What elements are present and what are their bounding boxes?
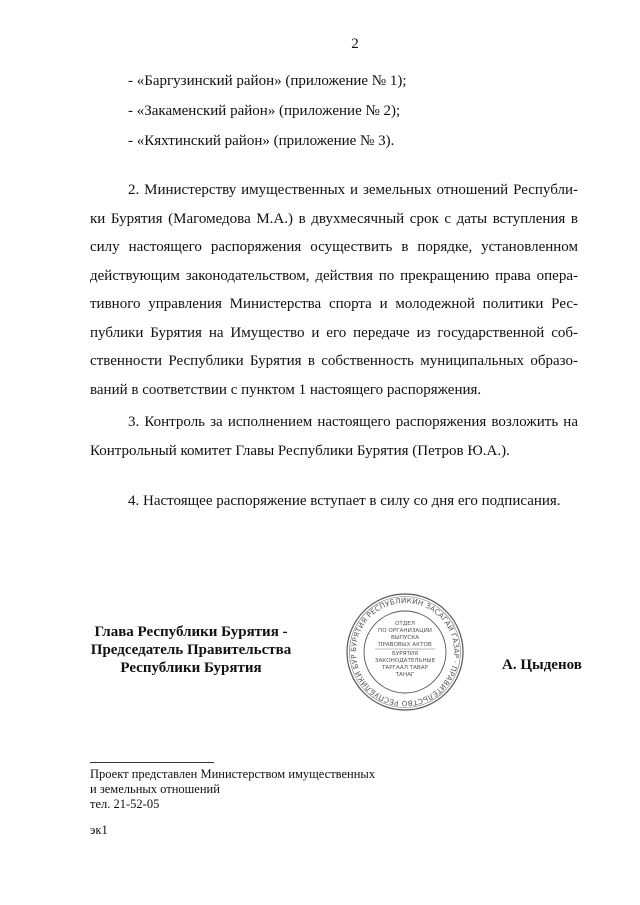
text-line: 3. Контроль за исполнением настоящего распоряжения возложить на xyxy=(128,414,578,430)
signature-title xyxy=(86,623,296,677)
seal-text: БУРЯТИЯ xyxy=(392,651,418,657)
document-code: эк1 xyxy=(90,823,108,837)
official-seal xyxy=(345,592,465,712)
text-line: действующим законодательством, действия по прекращению права опера- xyxy=(90,267,578,284)
seal-graphic xyxy=(345,592,465,712)
seal-text: ТАНАГ xyxy=(395,672,415,678)
text-line: Контрольный комитет Главы Республики Бурятия (Петров Ю.А.). xyxy=(90,442,510,459)
paragraph-4: 4. Настоящее распоряжение вступает в силу со дня его подписания. xyxy=(128,493,561,509)
signature-title-line: Председатель Правительства xyxy=(90,642,292,658)
footnote-line: тел. 21-52-05 xyxy=(90,797,160,811)
signature-title-line: Республики Бурятия xyxy=(120,660,262,676)
paragraph-3 xyxy=(90,408,578,465)
seal-text: ЗАКОНОДАТЕЛЬНЫЕ xyxy=(374,658,436,664)
seal-text: ОТДЕЛ xyxy=(395,621,415,627)
text-line: публики Бурятия на Имущество и его передаче из государственной соб- xyxy=(90,324,578,341)
footnote-divider xyxy=(90,762,214,763)
footnote-line: и земельных отношений xyxy=(90,782,220,796)
paragraph-2 xyxy=(90,176,578,404)
seal-ring-text: БУРЯТИЯ РЕСПУБЛИКИН ЗАСАГАЙ ГАЗАР · ПРАВИТЕЛЬСТВО РЕСПУБЛИКИ БУР xyxy=(348,595,462,709)
text-line: ваний в соответствии с пунктом 1 настоящего распоряжения. xyxy=(90,381,482,398)
signature-title-line: Глава Республики Бурятия - xyxy=(94,624,288,640)
seal-text: ВЫПУСКА xyxy=(390,635,420,641)
list-item: - «Кяхтинский район» (приложение № 3). xyxy=(128,133,395,149)
seal-text: ТАРГААЛ ТАВАР xyxy=(382,665,428,671)
seal-text: ПРАВОВЫХ АКТОВ xyxy=(378,642,432,648)
footnote-line: Проект представлен Министерством имущественных xyxy=(90,767,376,781)
text-line: 2. Министерству имущественных и земельных отношений Республи- xyxy=(128,182,578,198)
list-item: - «Баргузинский район» (приложение № 1); xyxy=(128,73,407,89)
text-line: ки Бурятия (Магомедова М.А.) в двухмесячный срок с даты вступления в xyxy=(90,210,578,227)
text-line: тивного управления Министерства спорта и молодежной политики Рес- xyxy=(90,296,578,312)
text-line: силу настоящего распоряжения осуществить в порядке, установленном xyxy=(90,239,578,255)
signatory-name: А. Цыденов xyxy=(502,657,582,673)
list-item: - «Закаменский район» (приложение № 2); xyxy=(128,103,401,119)
text-line: ственности Республики Бурятия в собственность муниципальных образо- xyxy=(90,353,578,369)
page-number: 2 xyxy=(351,36,359,52)
seal-text: ПО ОРГАНИЗАЦИИ xyxy=(378,628,432,634)
